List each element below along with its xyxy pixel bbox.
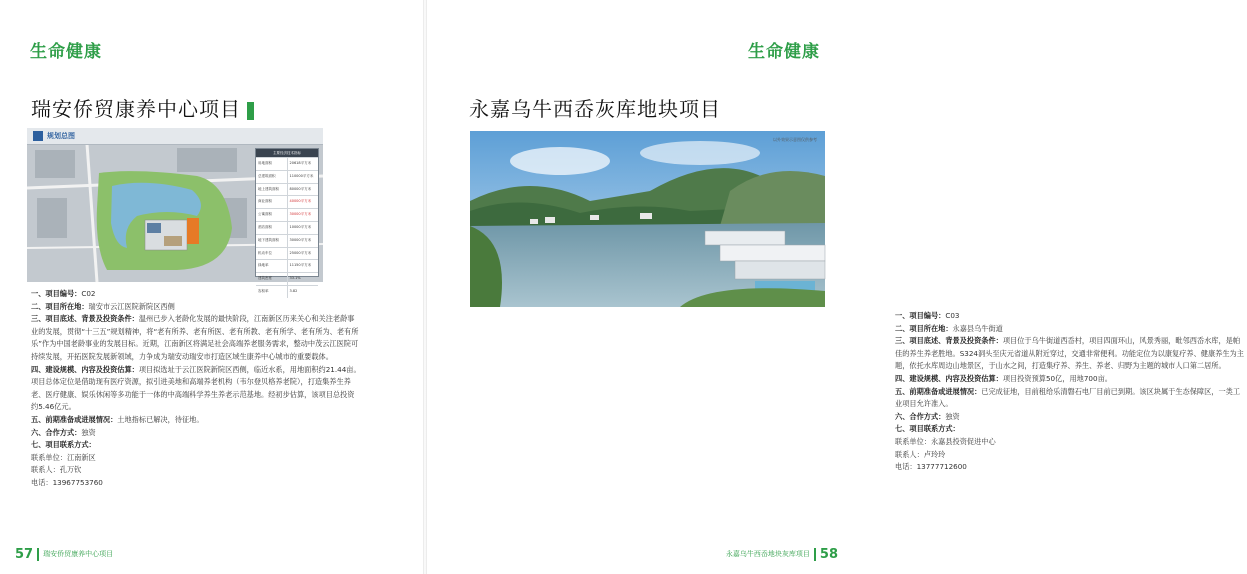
- info-label: 五、前期准备或进展情况：: [31, 414, 118, 424]
- info-value: 土地指标已解决，待征地。: [117, 414, 204, 424]
- info-label: 一、项目编号：: [895, 311, 946, 320]
- project-title: [469, 93, 721, 122]
- info-value: 江南新区: [66, 452, 96, 462]
- info-label: 三、项目底述、背景及投资条件：: [31, 314, 139, 324]
- info-value: 卢玲玲: [923, 449, 946, 459]
- indicator-name: 机动车位: [258, 250, 272, 255]
- page-footer: [15, 547, 113, 561]
- info-label: 七、项目联系方式：: [895, 424, 960, 434]
- info-value: 温州已步入老龄化发展的最快阶段，江南新区历来关心和关注老龄事业的发展，贯彻“十三五”规划精神，将“老有所养、老有所医、老有所教、老有所学、老有所为、老有所乐”作为中国老龄事业的发展目标。近期，江南新区将满足社会高端养老服务需求，整动中茂云江医院可持续发展，开拓医院发展新领域，力争成为瑞安动瑞安市打造区域生康养中心城市的重要载体。: [31, 314, 359, 361]
- project-title: [31, 93, 254, 122]
- info-label: 四、建设规模、内容及投资估算：: [895, 373, 1003, 383]
- info-label: 联系单位：: [895, 436, 931, 446]
- info-line: [895, 411, 1247, 424]
- info-value: 项目位于乌牛街道西岙村，项目四面环山，风景秀丽，毗邻西岙水库，是帕佳的养生养老胜地。S324洞头至庆元省道从附近穿过，交通非常便利。功能定位为以康复疗养、健康养生为主题，依托水库周边山地景区，于山水之间，打造集疗养、养生、养老、归野为主题的城市人口第二居所。: [895, 336, 1244, 371]
- info-line: [31, 414, 361, 427]
- indicator-row: [256, 272, 318, 285]
- project-info: [31, 288, 361, 490]
- indicator-name: 商业面积: [258, 199, 272, 204]
- indicator-row: [256, 195, 318, 208]
- info-label: 七、项目联系方式：: [31, 440, 96, 450]
- info-line: [31, 313, 361, 363]
- indicator-table-title: 主要经济技术指标: [256, 149, 318, 157]
- site-plan-figure: [27, 128, 323, 293]
- project-title-text: 永嘉乌牛西岙灰库地块项目: [469, 97, 721, 121]
- indicator-name: 容积率: [258, 288, 269, 293]
- indicator-name: 用地面积: [258, 161, 272, 165]
- info-label: 五、前期准备或进展情况：: [895, 386, 982, 396]
- indicator-row: [256, 259, 318, 272]
- info-value: 瑞安市云江医院新院区西侧: [88, 301, 175, 311]
- project-title-text: 瑞安侨贸康养中心项目: [31, 97, 241, 121]
- indicator-value: 25000平方米: [287, 248, 319, 260]
- indicator-row: [256, 208, 318, 221]
- info-line: [895, 449, 1247, 462]
- indicator-row: [256, 247, 318, 260]
- info-line: [895, 335, 1247, 373]
- info-line: [31, 439, 361, 452]
- indicator-name: 地上建筑面积: [258, 186, 279, 191]
- info-line: [895, 461, 1247, 474]
- info-value: 项目投资预算50亿，用地700亩。: [1002, 373, 1112, 383]
- info-value: 孔万钦: [59, 465, 82, 475]
- info-value: 独资: [945, 411, 960, 421]
- info-value: 13777712600: [916, 462, 967, 472]
- indicator-name: 酒店面积: [258, 224, 272, 229]
- footer-project: 永嘉乌牛西岙地块灰库项目: [725, 550, 810, 558]
- page-number: 58: [819, 546, 838, 562]
- indicator-value: 33.1%: [287, 273, 319, 285]
- landscape-illustration: [470, 131, 825, 307]
- page-number: 57: [15, 546, 34, 562]
- indicator-value: 3.82: [287, 286, 319, 298]
- indicator-name: 总建筑面积: [258, 173, 276, 178]
- info-line: [895, 323, 1247, 336]
- info-label: 一、项目编号：: [31, 289, 82, 298]
- info-label: 电话：: [895, 462, 917, 472]
- info-line: [31, 301, 361, 314]
- info-label: 四、建设规模、内容及投资估算：: [31, 364, 139, 374]
- info-label: 联系人：: [895, 449, 924, 459]
- info-line: [31, 427, 361, 440]
- footer-divider: [814, 548, 816, 561]
- landscape-rendering: [470, 131, 825, 307]
- footer-divider: [37, 548, 39, 561]
- indicator-name: 绿地率: [258, 263, 269, 268]
- indicator-row: [256, 183, 318, 196]
- info-line: [895, 436, 1247, 449]
- section-title: 生命健康: [30, 42, 102, 62]
- plan-header: [27, 128, 323, 145]
- indicator-value: 20618平方米: [287, 158, 319, 170]
- indicator-row: [256, 157, 318, 170]
- info-line: [31, 288, 361, 301]
- info-value: 永嘉县乌牛街道: [952, 323, 1003, 333]
- info-line: [31, 477, 361, 490]
- info-line: [895, 423, 1247, 436]
- indicator-value: 10000平方米: [287, 222, 319, 234]
- indicator-row: [256, 170, 318, 183]
- info-value: 永嘉县投资促进中心: [930, 436, 996, 446]
- info-value: 独资: [81, 427, 96, 437]
- indicator-row: [256, 221, 318, 234]
- info-value: C03: [945, 311, 960, 320]
- image-credit: 以外效果示意图仅供参考: [773, 137, 817, 142]
- info-line: [895, 373, 1247, 386]
- indicator-value: 110000平方米: [287, 171, 319, 183]
- indicator-value: 30000平方米: [287, 209, 319, 221]
- info-value: 项目拟选址于云江医院新院区西侧，临近水系，用地面积约21.44亩。项目总体定位是借助现有医疗资源，拟引进美地和高端养老机构（韦尔登贝格养老院），打造集养生养老、医疗健康、娱乐休闲等多功能于一体的中高端科学养生养老示范基地。经初步估算，该项目总投资约5.46亿元。: [31, 364, 361, 412]
- indicator-name: 公寓面积: [258, 212, 272, 217]
- info-value: C02: [81, 289, 96, 298]
- info-label: 六、合作方式：: [31, 427, 82, 437]
- info-line: [31, 364, 361, 414]
- footer-project: 瑞安侨贸康养中心项目: [43, 550, 114, 558]
- title-accent-bar: [247, 102, 254, 120]
- indicator-row: [256, 234, 318, 247]
- indicator-value: 11150平方米: [287, 260, 319, 272]
- info-label: 联系人：: [31, 465, 60, 475]
- info-value: 13967753760: [52, 477, 103, 487]
- plan-header-label: 规划总图: [47, 132, 75, 140]
- info-label: 电话：: [31, 477, 53, 487]
- info-line: [31, 464, 361, 477]
- info-label: 联系单位：: [31, 452, 67, 462]
- left-page: [0, 0, 425, 574]
- indicator-table: [255, 148, 319, 293]
- section-title: 生命健康: [748, 42, 820, 62]
- indicator-name: 地下建筑面积: [258, 237, 279, 242]
- project-info: [895, 310, 1247, 474]
- info-line: [895, 386, 1247, 411]
- info-label: 三、项目底述、背景及投资条件：: [895, 336, 1003, 346]
- page-footer: [726, 547, 838, 561]
- info-label: 二、项目所在地：: [31, 301, 89, 311]
- info-label: 六、合作方式：: [895, 411, 946, 421]
- indicator-value: 40000平方米: [287, 196, 319, 208]
- info-line: [895, 310, 1247, 323]
- info-label: 二、项目所在地：: [895, 323, 953, 333]
- info-value: 已完成征地，目前租给乐清磐石电厂目前已到期。该区块属于生态保障区，一类工业项目允许准入。: [895, 386, 1241, 409]
- plan-header-icon: [33, 131, 43, 141]
- indicator-value: 30000平方米: [287, 235, 319, 247]
- indicator-value: 80000平方米: [287, 184, 319, 196]
- indicator-name: 建筑密度: [258, 276, 272, 281]
- info-line: [31, 452, 361, 465]
